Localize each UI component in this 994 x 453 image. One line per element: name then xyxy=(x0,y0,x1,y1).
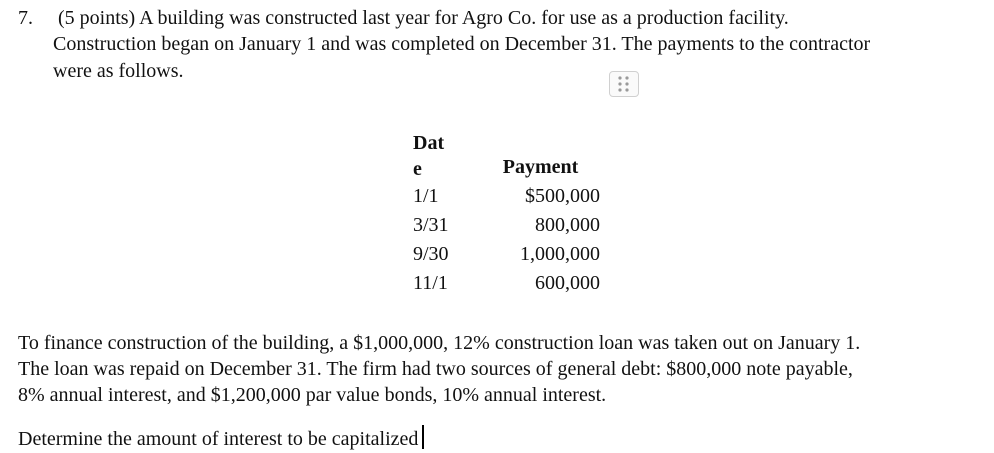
drag-handle-icon xyxy=(610,72,638,96)
paragraph-line-2: The loan was repaid on December 31. The firm had two sources of general debt: $800,000 note payable, xyxy=(18,358,853,380)
table-row xyxy=(400,240,600,269)
row-payment: 600,000 xyxy=(535,272,600,294)
question-line-2: Construction began on January 1 and was completed on December 31. The payments to the contractor xyxy=(53,33,871,55)
row-date: 1/1 xyxy=(413,185,439,207)
payments-table-wrap xyxy=(400,130,600,298)
answer-prompt-editable[interactable] xyxy=(18,425,424,452)
paragraph-line-3: 8% annual interest, and $1,200,000 par value bonds, 10% annual interest. xyxy=(18,384,607,406)
row-payment: $500,000 xyxy=(525,185,600,207)
text-cursor xyxy=(422,425,424,449)
paragraph-line-1: To finance construction of the building, a $1,000,000, 12% construction loan was taken out on January 1. xyxy=(18,332,861,354)
prompt-text: Determine the amount of interest to be capitalized xyxy=(18,428,419,450)
embed-drag-handle[interactable] xyxy=(609,71,639,97)
table-row xyxy=(400,211,600,240)
row-payment: 1,000,000 xyxy=(520,243,600,265)
question-line-1: (5 points) A building was constructed last year for Agro Co. for use as a production facility. xyxy=(58,7,789,29)
question-line-3: were as follows. xyxy=(53,60,184,82)
payments-table xyxy=(400,130,600,298)
row-payment: 800,000 xyxy=(535,214,600,236)
header-date: Date xyxy=(413,132,445,180)
row-date: 3/31 xyxy=(413,214,449,236)
table-row xyxy=(400,182,600,211)
header-payment: Payment xyxy=(502,156,579,178)
table-row xyxy=(400,269,600,298)
row-date: 11/1 xyxy=(413,272,448,294)
question-number: 7. xyxy=(18,7,33,29)
row-date: 9/30 xyxy=(413,243,449,265)
